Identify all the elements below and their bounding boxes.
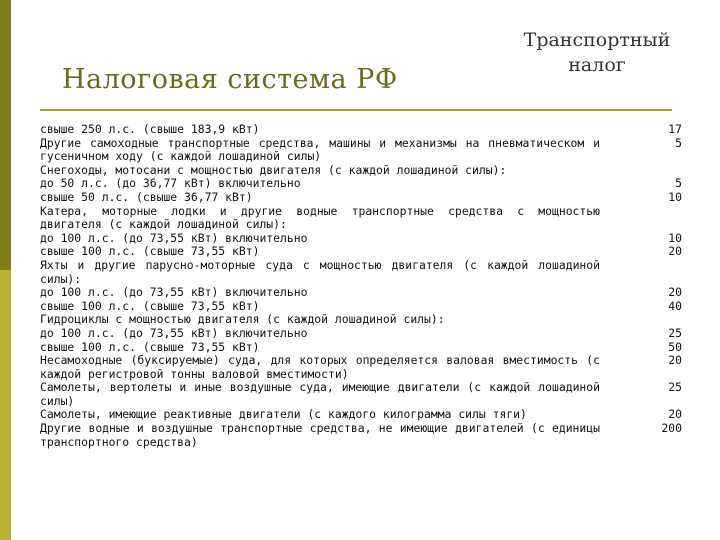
vehicle-category: свыше 50 л.с. (свыше 36,77 кВт) — [40, 189, 253, 204]
tax-rate-cell — [600, 123, 692, 137]
table-row — [40, 286, 692, 300]
vehicle-category: свыше 250 л.с. (свыше 183,9 кВт) — [40, 122, 260, 136]
table-row — [40, 381, 692, 408]
tax-rate-value: 25 — [668, 380, 682, 395]
tax-rate-value: 200 — [661, 421, 682, 436]
table-row — [40, 137, 692, 164]
tax-rate-cell — [600, 177, 692, 191]
vehicle-category: свыше 100 л.с. (свыше 73,55 кВт) — [40, 339, 260, 354]
tax-rate-value: 20 — [668, 407, 682, 422]
vehicle-category: до 100 л.с. (до 73,55 кВт) включительно — [40, 285, 308, 300]
vehicle-category: Несамоходные (буксируемые) суда, для которых определяется валовая вместимость (с каждой регистровой тонны валовой вместимости) — [40, 353, 600, 381]
tax-rate-value: 17 — [668, 122, 682, 136]
tax-rate-value: 20 — [668, 285, 682, 300]
table-row — [40, 327, 692, 341]
tax-rate-value: 20 — [668, 353, 682, 368]
table-row — [40, 232, 692, 246]
tax-rate-value: 20 — [668, 244, 682, 259]
vehicle-category: Другие водные и воздушные транспортные средства, не имеющие двигателей (с единицы транспортного средства) — [40, 421, 600, 449]
tax-rate-cell — [600, 232, 692, 246]
table-row — [40, 123, 692, 137]
tax-rate-cell — [600, 137, 692, 151]
tax-rate-cell — [600, 381, 692, 395]
title-divider — [40, 109, 672, 111]
vehicle-category: Яхты и другие парусно-моторные суда с мощностью двигателя (с каждой лошадиной силы): — [40, 257, 600, 286]
vehicle-category: до 50 л.с. (до 36,77 кВт) включительно — [40, 176, 301, 191]
tax-rate-value: 10 — [668, 230, 682, 245]
table-row — [40, 313, 692, 327]
table-row — [40, 408, 692, 422]
vehicle-category: свыше 100 л.с. (свыше 73,55 кВт) — [40, 298, 260, 313]
tax-rate-value: 50 — [668, 339, 682, 354]
tax-rate-cell — [600, 191, 692, 205]
vehicle-category: Другие самоходные транспортные средства, машины и механизмы на пневматическом и гусеничном ходу (с каждой лошадиной силы) — [40, 135, 600, 164]
vehicle-category: Самолеты, имеющие реактивные двигатели (с каждого килограмма силы тяги) — [40, 407, 527, 422]
vehicle-category: Гидроциклы с мощностью двигателя (с каждой лошадиной силы): — [40, 312, 445, 327]
tax-rate-cell — [600, 408, 692, 422]
table-row — [40, 341, 692, 355]
left-accent-bar-light — [0, 270, 11, 540]
vehicle-category: Самолеты, вертолеты и иные воздушные суда, имеющие двигатели (с каждой лошадиной силы) — [40, 380, 600, 408]
table-row — [40, 177, 692, 191]
table-row — [40, 164, 692, 178]
tax-rate-value: 40 — [668, 298, 682, 313]
table-row — [40, 259, 692, 286]
tax-rate-cell — [600, 286, 692, 300]
slide-title: Налоговая система РФ — [62, 64, 398, 95]
vehicle-category: Катера, моторные лодки и другие водные транспортные средства с мощностью двигателя (с каждой лошадиной силы): — [40, 203, 600, 232]
table-row — [40, 300, 692, 314]
tax-rate-cell — [600, 327, 692, 341]
vehicle-category: Снегоходы, мотосани с мощностью двигателя (с каждой лошадиной силы): — [40, 162, 507, 177]
vehicle-category: свыше 100 л.с. (свыше 73,55 кВт) — [40, 244, 260, 259]
slide-subtitle — [500, 28, 694, 77]
slide-subtitle-line: Транспортный — [523, 29, 671, 51]
vehicle-category: до 100 л.с. (до 73,55 кВт) включительно — [40, 230, 308, 245]
table-row — [40, 354, 692, 381]
tax-rate-table — [40, 123, 692, 449]
tax-rate-cell — [600, 245, 692, 259]
table-row — [40, 191, 692, 205]
tax-rate-value: 10 — [668, 189, 682, 204]
tax-rate-value: 5 — [675, 135, 682, 150]
tax-rate-value: 5 — [675, 176, 682, 191]
tax-rate-cell — [600, 341, 692, 355]
vehicle-category: до 100 л.с. (до 73,55 кВт) включительно — [40, 325, 308, 340]
left-accent-bar-dark — [0, 0, 11, 270]
table-row — [40, 245, 692, 259]
tax-rate-cell — [600, 354, 692, 368]
tax-rate-cell — [600, 300, 692, 314]
table-row — [40, 422, 692, 449]
tax-rate-value: 25 — [668, 325, 682, 340]
table-row — [40, 205, 692, 232]
tax-rate-cell — [600, 422, 692, 436]
slide-subtitle-line: налог — [568, 53, 626, 76]
